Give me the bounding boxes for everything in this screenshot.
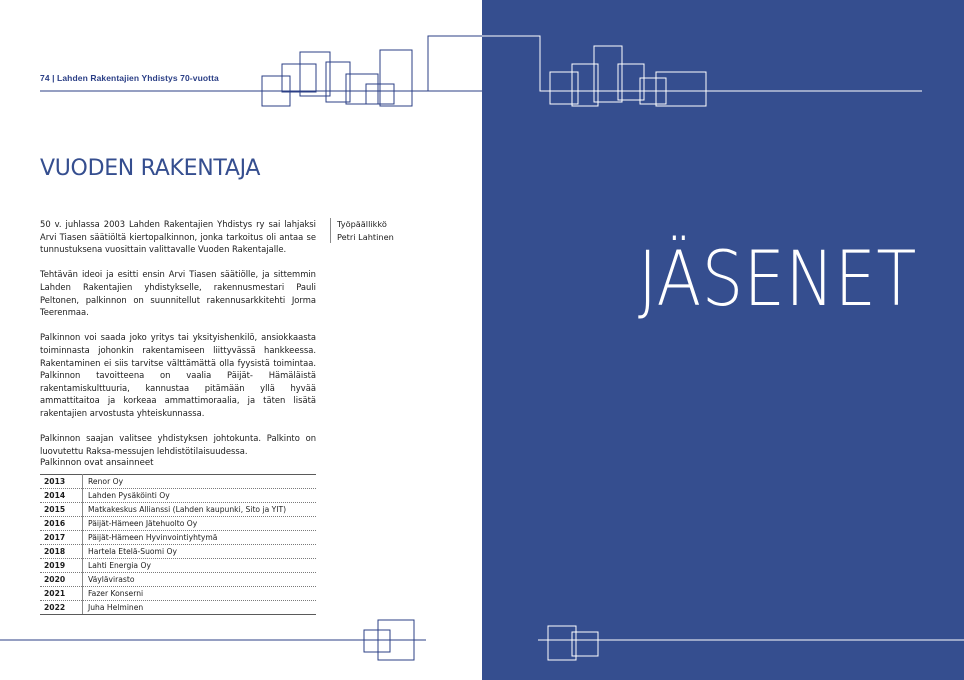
award-year: 2014	[40, 489, 83, 503]
award-recipient: Väylävirasto	[83, 573, 317, 587]
award-recipient: Matkakeskus Allianssi (Lahden kaupunki, Sito ja YIT)	[83, 503, 317, 517]
award-recipient: Renor Oy	[83, 475, 317, 489]
section-title: VUODEN RAKENTAJA	[40, 156, 261, 181]
photo-caption	[330, 218, 427, 243]
award-recipient: Lahden Pysäköinti Oy	[83, 489, 317, 503]
chapter-title: JÄSENET	[638, 234, 917, 323]
award-recipient: Lahti Energia Oy	[83, 559, 317, 573]
table-row	[40, 573, 316, 587]
award-year: 2016	[40, 517, 83, 531]
table-row	[40, 489, 316, 503]
award-year: 2020	[40, 573, 83, 587]
paragraph: Tehtävän ideoi ja esitti ensin Arvi Tiasen säätiölle, ja sittemmin Lahden Rakentajien yhdistykselle, rakennusmestari Pauli Peltonen, palkinnon on suunnitellut rakennusarkkitehti Jorma Teerenmaa.	[40, 269, 316, 318]
table-row	[40, 531, 316, 545]
award-year: 2019	[40, 559, 83, 573]
caption-title: Työpäällikkö	[337, 219, 387, 229]
paragraph: 50 v. juhlassa 2003 Lahden Rakentajien Yhdistys ry sai lahjaksi Arvi Tiasen säätiöltä kiertopalkinnon, jonka tarkoitus oli antaa se tunnustuksena vuosittain valittavalle Vuoden Rakentajalle.	[40, 219, 316, 255]
running-head: 74 | Lahden Rakentajien Yhdistys 70-vuotta	[40, 73, 219, 83]
table-row	[40, 503, 316, 517]
award-year: 2018	[40, 545, 83, 559]
award-recipient: Hartela Etelä-Suomi Oy	[83, 545, 317, 559]
awards-table	[40, 474, 316, 615]
right-page	[482, 0, 964, 680]
award-year: 2013	[40, 475, 83, 489]
table-row	[40, 545, 316, 559]
award-year: 2021	[40, 587, 83, 601]
table-row	[40, 601, 316, 615]
table-row	[40, 559, 316, 573]
award-year: 2015	[40, 503, 83, 517]
table-row	[40, 475, 316, 489]
award-year: 2022	[40, 601, 83, 615]
award-recipient: Fazer Konserni	[83, 587, 317, 601]
table-row	[40, 587, 316, 601]
paragraph: Palkinnon voi saada joko yritys tai yksityishenkilö, ansiokkaasta toiminnasta johonkin rakentamiseen liittyvässä hankkeessa. Rakentaminen ei siis tarvitse välttämättä olla fyysistä toimintaa. Palkinnon tavoitteena on vaalia Päijät- Hämäläistä rakentamiskulttuuria, kannustaa pitämään yllä hyvää ammattitaitoa ja korkeaa ammattimoraalia, ja täten lisätä rakentajien arvostusta yhteiskunnassa.	[40, 332, 316, 418]
award-year: 2017	[40, 531, 83, 545]
table-row	[40, 517, 316, 531]
body-text	[40, 218, 316, 470]
caption-name: Petri Lahtinen	[337, 231, 394, 242]
award-recipient: Juha Helminen	[83, 601, 317, 615]
award-recipient: Päijät-Hämeen Hyvinvointiyhtymä	[83, 531, 317, 545]
award-recipient: Päijät-Hämeen Jätehuolto Oy	[83, 517, 317, 531]
awards-heading: Palkinnon ovat ansainneet	[40, 458, 154, 468]
paragraph: Palkinnon saajan valitsee yhdistyksen johtokunta. Palkinto on luovutettu Raksa-messujen lehdistötilaisuudessa.	[40, 433, 316, 456]
